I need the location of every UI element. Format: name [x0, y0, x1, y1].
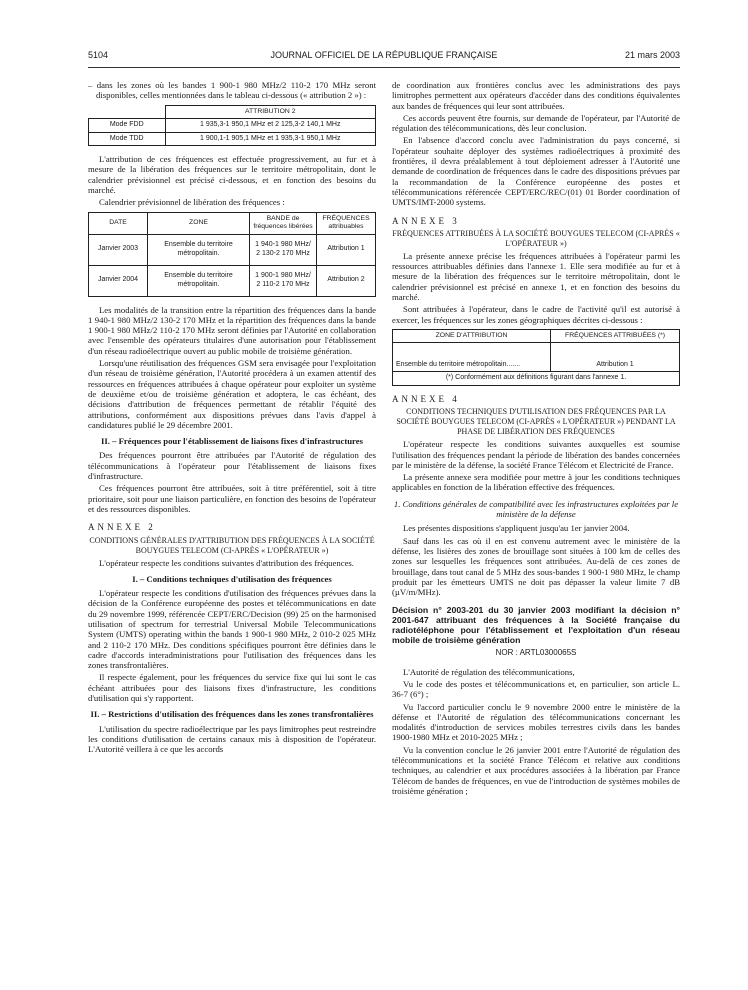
paragraph: Ces accords peuvent être fournis, sur demande de l'opérateur, par l'Autorité de régulation des télécommunications, dès leur conclusion.: [392, 112, 680, 134]
annex-title: CONDITIONS TECHNIQUES D'UTILISATION DES FRÉQUENCES PAR LA SOCIÉTÉ BOUYGUES TELECOM (CI-APRÈS « L'OPÉRATEUR ») PENDANT LA PHASE DE LIBÉRATION DES FRÉQUENCES: [396, 407, 676, 437]
table-cell: Ensemble du territoire métropolitain.: [148, 265, 250, 296]
table-cell: 1 900,1-1 905,1 MHz et 1 935,3-1 950,1 MHz: [165, 132, 376, 146]
paragraph: La présente annexe précise les fréquences attribuées à l'opérateur parmi les ressources attribuables définies dans l'annexe 1. Elle sera modifiée au fur et à mesure de la libération des fréquences sur le territoire métropolitain, dont le calendrier prévisionnel est précisé en annexe 1, et en fonction des besoins du marché.: [392, 250, 680, 303]
paragraph: Des fréquences pourront être attribuées par l'Autorité de régulation des télécommunications à l'opérateur pour l'établissement de liaisons fixes d'infrastructure.: [88, 450, 376, 482]
paragraph: de coordination aux frontières conclus avec les administrations des pays limitrophes permettent aux opérateurs d'accéder dans des conditions équivalentes aux bandes de fréquences qui leur sont attribuées.: [392, 80, 680, 111]
paragraph: L'Autorité de régulation des télécommunications,: [403, 666, 575, 677]
paragraph: Les modalités de la transition entre la répartition des fréquences dans la bande 1 940-1 980 MHz/2 130-2 170 MHz et la répartition des fréquences dans la bande 1 900-1 980 MHz/2 110-2 170 MHz seront définies par l'Autorité en collaboration avec l'ensemble des opérateurs titulaires d'une autorisation pour l'établissement d'un réseau radioélectrique ouvert au public mobile de troisième génération.: [88, 304, 376, 356]
table-row: [89, 132, 376, 146]
table-cell: Mode TDD: [89, 132, 166, 146]
attribution-2-table: [88, 105, 376, 147]
paragraph: L'opérateur respecte les conditions suivantes d'attribution des fréquences.: [99, 557, 354, 568]
paragraph: Il respecte également, pour les fréquences du service fixe qui lui sont le cas échéant attribuées pour des liaisons fixes d'infrastructure, les conditions d'utilisation qui s'y rapportent.: [88, 672, 376, 704]
paragraph: La présente annexe sera modifiée pour mettre à jour les conditions techniques applicables en fonction de la libération effective des fréquences.: [392, 472, 680, 493]
table-header: DATE: [89, 212, 148, 234]
header-rule: [88, 67, 680, 68]
section-heading: 1. Conditions générales de compatibilité avec les infrastructures exploitées par le ministère de la défense: [393, 498, 679, 520]
table-cell: Mode FDD: [89, 119, 166, 133]
table-header: FRÉQUENCES attribuables: [317, 212, 376, 234]
paragraph: Ces fréquences pourront être attribuées, soit à titre préférentiel, soit à titre prioritaire, soit pour une liaison particulière, en fonction des besoins de l'opérateur et des ressources disponibles.: [88, 483, 376, 514]
table-row: [393, 343, 680, 372]
table-header: ATTRIBUTION 2: [165, 105, 376, 119]
paragraph: Les présentes dispositions s'appliquent jusqu'au 1er janvier 2004.: [403, 523, 630, 534]
table-cell: Attribution 1: [317, 234, 376, 265]
paragraph: Sont attribuées à l'opérateur, dans le cadre de l'activité qu'il est autorisé à exercer, les fréquences sur les zones géographiques décrites ci-dessous :: [392, 304, 680, 325]
annex-title: FRÉQUENCES ATTRIBUÉES À LA SOCIÉTÉ BOUYGUES TELECOM (CI-APRÈS « L'OPÉRATEUR »): [392, 228, 680, 248]
table-cell: Janvier 2003: [89, 234, 148, 265]
paragraph: L'opérateur respecte les conditions d'utilisation des fréquences prévues dans la décision de la Conférence européenne des postes et télécommunications en date du 29 novembre 1999, référencée CEPT/ERC/Decision (99) 25 on the harmonised utilisation of spectrum for terrestrial Universal Mobile Telecommunications System (UMTS) operating within the bands 1 900-1 980 MHz, 2 010-2 025 MHz and 2 110-2 170 MHz. Des conditions spécifiques pourront être définies dans le cadre d'accords interadministrations pour l'utilisation des fréquences dans les zones transfrontalières.: [88, 588, 376, 671]
section-heading: II. – Restrictions d'utilisation des fréquences dans les zones transfrontalières: [90, 709, 374, 720]
table-cell: 1 940-1 980 MHz/ 2 130-2 170 MHz: [250, 234, 317, 265]
table-row: [89, 265, 376, 296]
annex-title: CONDITIONS GÉNÉRALES D'ATTRIBUTION DES FRÉQUENCES À LA SOCIÉTÉ BOUYGUES TELECOM (CI-APRÈS « L'OPÉRATEUR »): [89, 535, 375, 555]
paragraph: En l'absence d'accord conclu avec l'administration du pays concerné, si l'opérateur souhaite déployer des systèmes radioélectriques à proximité des frontières, il devra préalablement à tout déploiement adresser à l'Autorité une demande de coordination de fréquences dans le cadre des dispositions prévues par la recommandation de la Conférence européenne des postes et télécommunications référencée CEPT/ERC/REC/(01) 01 Border coordination of UMTS/IMT-2000 systems.: [392, 135, 680, 208]
paragraph: Vu le code des postes et télécommunications et, en particulier, son article L. 36-7 (6°) ;: [392, 678, 680, 700]
decision-title: Décision n° 2003-201 du 30 janvier 2003 modifiant la décision n° 2001-647 attribuant des fréquences à la Société française du radiotéléphone pour l'établissement et l'exploitation d'un réseau mobile de troisième génération: [392, 605, 680, 646]
annex-heading: ANNEXE 3: [392, 215, 460, 226]
table-header: ZONE: [148, 212, 250, 234]
paragraph: L'opérateur respecte les conditions suivantes auxquelles est soumise l'utilisation des fréquences pendant la période de libération des bandes concernées par le ministère de la défense, la société France Télécom et Electricité de France.: [392, 439, 680, 470]
table-cell: Ensemble du territoire métropolitain.......: [393, 343, 551, 372]
page-number: 5104: [88, 50, 109, 60]
table-cell: 1 900-1 980 MHz/ 2 110-2 170 MHz: [250, 265, 317, 296]
paragraph: Sauf dans les cas où il en est convenu autrement avec le ministère de la défense, les lisières des zones de brouillage sont situées à 100 km de celles des zones sur lesquelles les fréquences sont attribuées. Au-delà de ces zones de brouillage, dans tout canal de 5 MHz des sous-bandes 1 900-1 980 MHz, le champ produit par les émetteurs UMTS ne doit pas dépasser la valeur limite 7 dB (µV/m/MHz).: [392, 535, 680, 598]
paragraph: L'attribution de ces fréquences est effectuée progressivement, au fur et à mesure de la libération des fréquences sur le territoire métropolitain, dont le calendrier prévisionnel est précisé ci-dessous, et en fonction des besoins du marché.: [88, 154, 376, 195]
table-cell: Janvier 2004: [89, 265, 148, 296]
table-cell: Attribution 1: [551, 343, 680, 372]
table-cell: Ensemble du territoire métropolitain.: [148, 234, 250, 265]
table-row: [89, 119, 376, 133]
table-header: ZONE D'ATTRIBUTION: [393, 329, 551, 343]
table-note: (*) Conformément aux définitions figurant dans l'annexe 1.: [393, 372, 680, 386]
section-heading: I. – Conditions techniques d'utilisation des fréquences: [132, 573, 332, 584]
issue-date: 21 mars 2003: [624, 50, 680, 60]
paragraph: Vu la convention conclue le 26 janvier 2001 entre l'Autorité de régulation des télécommunications et la société France Télécom et relative aux conditions techniques, au calendrier et aux procédures associées à la libération par France Télécom de bandes de fréquences, en vue de l'introduction de systèmes mobiles de troisième génération ;: [392, 744, 680, 796]
table-header: BANDE de fréquences libérées: [250, 212, 317, 234]
table-cell: 1 935,3-1 950,1 MHz et 2 125,3-2 140,1 MHz: [165, 119, 376, 133]
left-column: [88, 80, 376, 757]
paragraph: L'utilisation du spectre radioélectrique par les pays limitrophes peut restreindre les conditions d'utilisation de certains canaux mis à disposition de l'opérateur. L'Autorité veillera à ce que les accords: [88, 723, 376, 755]
journal-title: JOURNAL OFFICIEL DE LA RÉPUBLIQUE FRANÇAISE: [270, 50, 498, 60]
paragraph: Vu l'accord particulier conclu le 9 novembre 2000 entre le ministère de la défense et l'Autorité de régulation des télécommunications concernant les modalités d'introduction de services mobiles terrestres civils dans les bandes 1900-1980 MHz et 2010-2025 MHz ;: [392, 701, 680, 743]
table-header: FRÉQUENCES ATTRIBUÉES (*): [551, 329, 680, 343]
annex-heading: ANNEXE 2: [88, 522, 156, 533]
list-item: – dans les zones où les bandes 1 900-1 980 MHz/2 110-2 170 MHz seront disponibles, celles mentionnées dans le tableau ci-dessous (« attribution 2 ») :: [88, 80, 376, 101]
attributed-frequencies-table: [392, 329, 680, 386]
paragraph: Lorsqu'une réutilisation des fréquences GSM sera envisagée pour l'exploitation d'un réseau de troisième génération, l'Autorité procédera à un examen attentif des ressources en fréquences attribuées à chaque opérateur pour exploiter un système de deuxième et/ou de troisième génération et adoptera, le cas échéant, des décisions d'attribution de fréquences permettant de rétablir l'équité des attributions, conformément aux dispositions prévues dans l'avis d'appel à candidatures publié le 29 décembre 2001.: [88, 358, 376, 430]
calendar-table: [88, 212, 376, 297]
right-column: [392, 80, 680, 798]
nor-reference: NOR : ARTL0300065S: [495, 648, 577, 658]
paragraph: Calendrier prévisionnel de libération des fréquences :: [99, 197, 285, 208]
table-row: [89, 234, 376, 265]
table-cell: Attribution 2: [317, 265, 376, 296]
page-header: [88, 50, 680, 64]
section-heading: II. – Fréquences pour l'établissement de liaisons fixes d'infrastructures: [101, 436, 363, 447]
annex-heading: ANNEXE 4: [392, 393, 460, 404]
